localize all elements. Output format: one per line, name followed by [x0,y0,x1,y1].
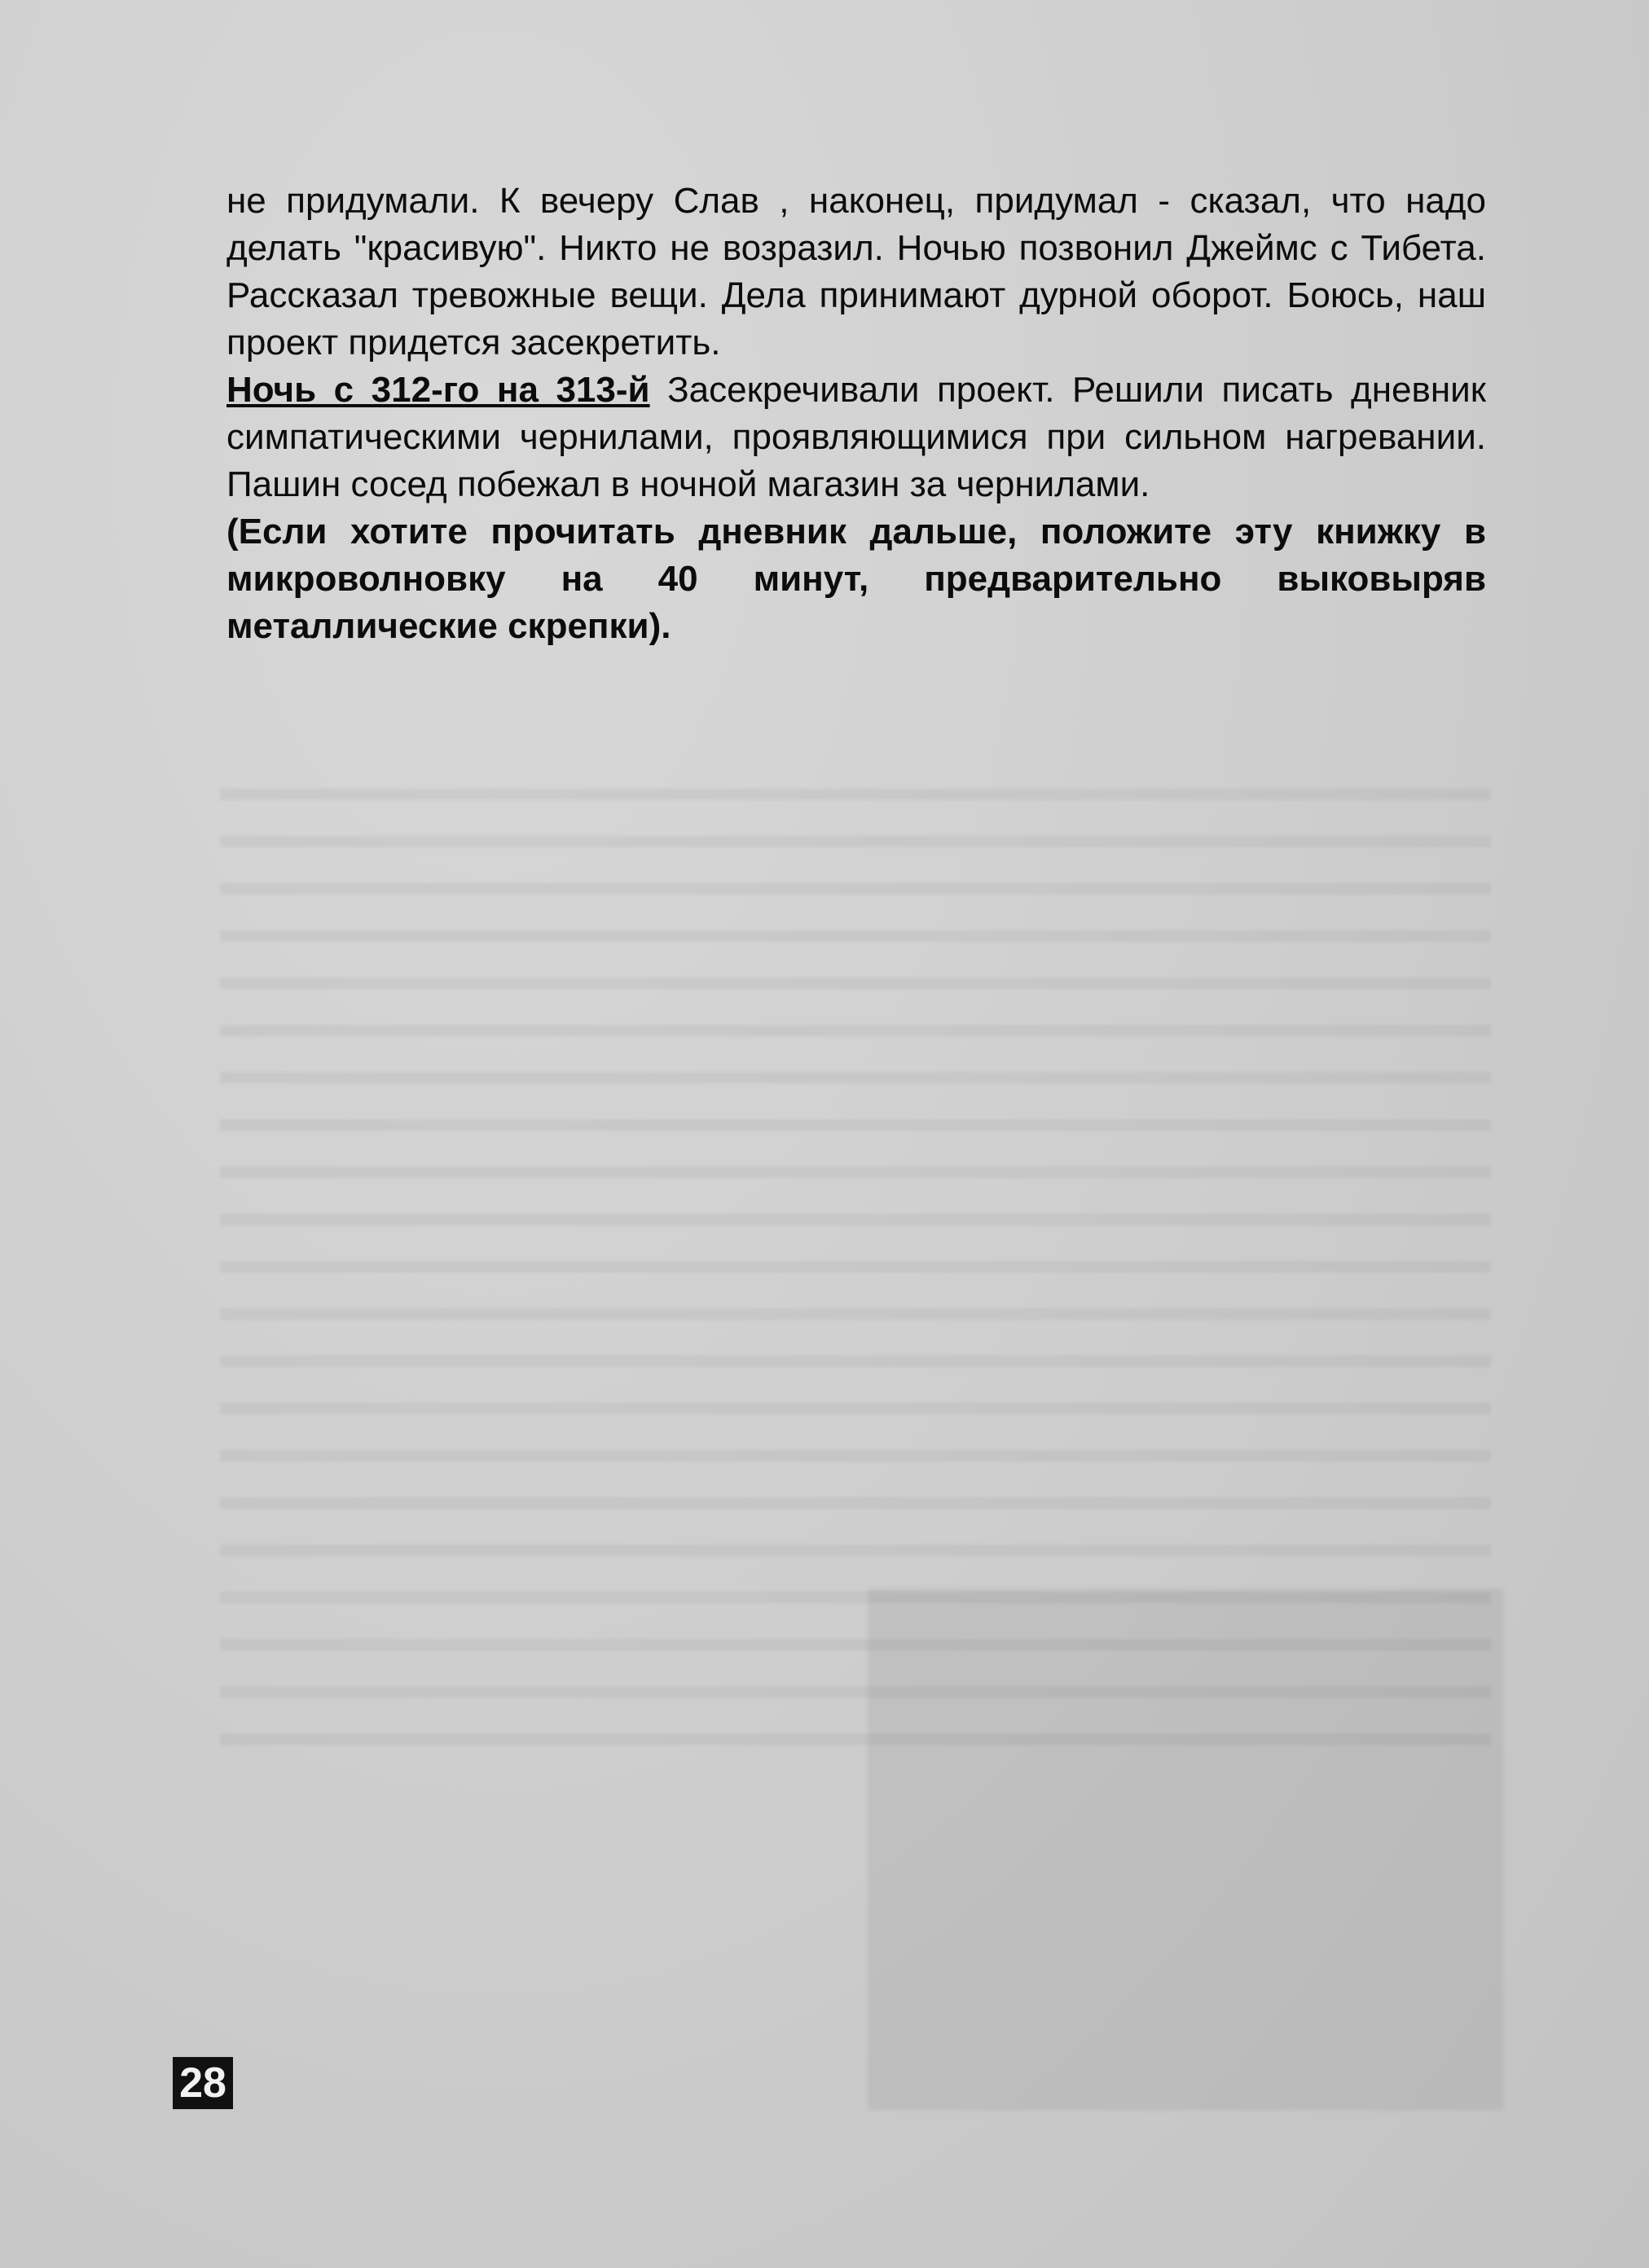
paragraph-2 [226,367,1486,508]
paragraph-3-bold-note: (Если хотите прочитать дневник дальше, положите эту книжку в микроволновку на 40 минут, предварительно выковыряв металлические скрепки). [226,512,1486,646]
reverse-side-photo-shadow [868,1589,1503,2110]
page-number: 28 [173,2057,233,2109]
body-text [226,178,1486,650]
date-heading: Ночь с 312-го на 313-й [226,370,650,410]
paragraph-2-text: Засекречивали проект. Решили писать дневник симпатическими чернилами, проявляющимися при сильном нагревании. Пашин сосед побежал в ночной магазин за чернилами. [226,370,1486,504]
paragraph-1: не придумали. К вечеру Слав , наконец, придумал - сказал, что надо делать "красивую". Никто не возразил. Ночью позвонил Джеймс с Тибета. Рассказал тревожные вещи. Дела принимают дурной оборот. Боюсь, наш проект придется засекретить. [226,181,1486,363]
